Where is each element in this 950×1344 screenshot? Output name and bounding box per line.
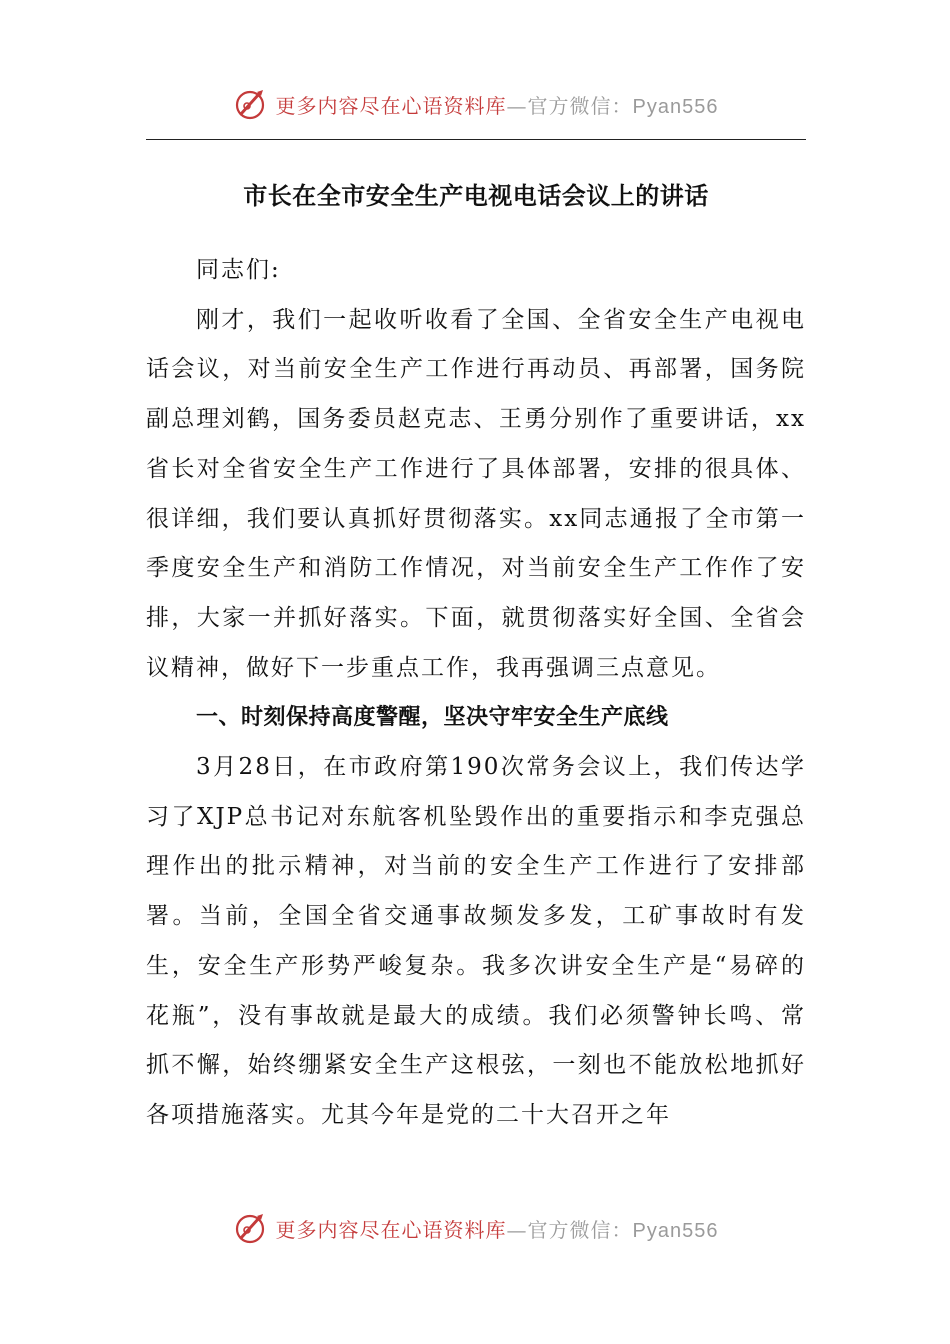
banner-dash: — bbox=[506, 1217, 528, 1242]
salutation: 同志们: bbox=[196, 257, 281, 283]
banner-wechat-id: Pyan556 bbox=[632, 1219, 719, 1242]
header-banner bbox=[0, 84, 950, 124]
document-title: 市长在全市安全生产电视电话会议上的讲话 bbox=[243, 182, 709, 210]
banner-text bbox=[276, 90, 719, 119]
banner-text bbox=[276, 1214, 719, 1243]
pen-circle-logo-icon bbox=[232, 86, 268, 122]
header-divider bbox=[146, 139, 806, 140]
pen-circle-logo-icon bbox=[232, 1210, 268, 1246]
section-heading-1: 一、时刻保持高度警醒，坚决守牢安全生产底线 bbox=[196, 705, 669, 731]
banner-site-text: 更多内容尽在心语资料库 bbox=[275, 1217, 507, 1242]
document-body bbox=[146, 246, 806, 1141]
paragraph-2: 3月28日，在市政府第190次常务会议上，我们传达学习了XJP总书记对东航客机坠毁作出的重要指示和李克强总理作出的批示精神，对当前的安全生产工作进行了安排部署。当前，全国全省交通事故频发多发，工矿事故时有发生，安全生产形势严峻复杂。我多次讲安全生产是“易碎的花瓶”，没有事故就是最大的成绩。我们必须警钟长鸣、常抓不懈，始终绷紧安全生产这根弦，一刻也不能放松地抓好各项措施落实。尤其今年是党的二十大召开之年 bbox=[146, 754, 806, 1128]
banner-site-text: 更多内容尽在心语资料库 bbox=[275, 93, 507, 118]
banner-dash: — bbox=[506, 93, 528, 118]
paragraph-1: 刚才，我们一起收听收看了全国、全省安全生产电视电话会议，对当前安全生产工作进行再动员、再部署，国务院副总理刘鹤，国务委员赵克志、王勇分别作了重要讲话，xx省长对全省安全生产工作进行了具体部署，安排的很具体、很详细，我们要认真抓好贯彻落实。xx同志通报了全市第一季度安全生产和消防工作情况，对当前安全生产工作作了安排，大家一并抓好落实。下面，就贯彻落实好全国、全省会议精神，做好下一步重点工作，我再强调三点意见。 bbox=[146, 306, 806, 681]
banner-official-label: 官方微信： bbox=[527, 1217, 633, 1242]
banner-official-label: 官方微信： bbox=[527, 93, 633, 118]
footer-banner bbox=[0, 1208, 950, 1248]
banner-wechat-id: Pyan556 bbox=[632, 95, 719, 118]
